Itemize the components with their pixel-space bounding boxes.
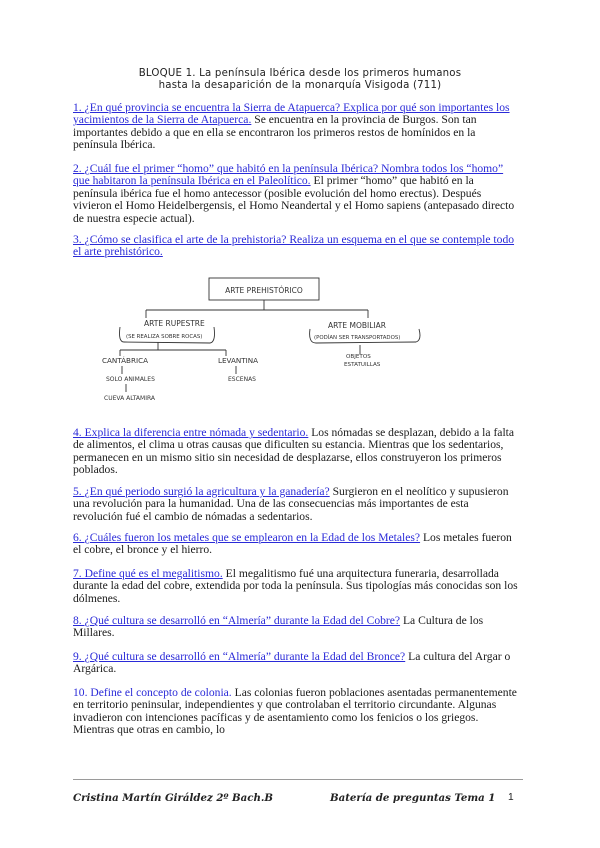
footer-divider (73, 779, 523, 780)
question-4 (73, 427, 520, 477)
answer-6-text: Los metales fueron el cobre, el bronce y el hierro. (73, 531, 512, 557)
footer-author: Cristina Martín Giráldez 2º Bach.B (73, 792, 274, 804)
page-header (70, 68, 530, 92)
answer-4-text: Los nómadas se desplazan, debido a la falta de alimentos, el clima u otras causas que dificulten su estancia. Mientras que los sedentarios, permanecen en un mismo sitio sin necesidad de desplazarse, ellos construyeron los primeros poblados. (73, 426, 515, 477)
question-9 (73, 651, 520, 676)
footer-title: Batería de preguntas Tema 1 (330, 792, 496, 804)
question-7 (73, 568, 520, 605)
diagram-rupestre-label: ARTE RUPESTRE (144, 319, 205, 328)
answer-2-text: El primer “homo” que habitó en la península ibérica fue el homo antecessor (posible evolución del homo erectus). Después vivieron el Homo Heidelbergensis, el Homo Neandertal y el Homo sapiens (antepasado directo de nuestra especie actual). (73, 174, 515, 225)
question-5-text: 5. ¿En qué periodo surgió la agricultura y la ganadería? (73, 485, 330, 498)
diagram-rupestre-note: (SE REALIZA SOBRE ROCAS) (126, 334, 203, 340)
question-1-text: 1. ¿En qué provincia se encuentra la Sierra de Atapuerca? Explica por qué son importantes los yacimientos de la Sierra de Atapuerca. (73, 101, 510, 127)
question-5 (73, 486, 520, 523)
diagram-cueva-label: CUEVA ALTAMIRA (104, 395, 156, 402)
question-4-text: 4. Explica la diferencia entre nómada y sedentario. (73, 426, 309, 439)
question-10-text: 10. Define el concepto de colonia. (73, 686, 232, 699)
prehistoric-art-diagram (96, 272, 436, 412)
diagram-cantabrica-label: CANTÁBRICA (102, 356, 149, 365)
header-line-1: BLOQUE 1. La península Ibérica desde los primeros humanos (138, 68, 462, 79)
diagram-levantina-label: LEVANTINA (218, 356, 259, 365)
question-2 (73, 163, 520, 225)
question-6-text: 6. ¿Cuáles fueron los metales que se emplearon en la Edad de los Metales? (73, 531, 421, 544)
question-1 (73, 102, 520, 152)
question-8-text: 8. ¿Qué cultura se desarrolló en “Almería” durante la Edad del Cobre? (73, 614, 401, 627)
diagram-mobiliar-label: ARTE MOBILIAR (328, 321, 386, 330)
diagram-mobiliar-note: (PODÍAN SER TRANSPORTADOS) (314, 335, 401, 341)
answer-7-text: El megalitismo fué una arquitectura funeraria, desarrollada durante la edad del cobre, extendida por toda la península. Sus tipologías más conocidas son los dólmenes. (73, 567, 518, 605)
answer-1-text: Se encuentra en la provincia de Burgos. Son tan importantes debido a que en ella se encontraron los primeros restos de homínidos en la península Ibérica. (73, 113, 477, 152)
diagram-objetos-label: OBJETOS (346, 354, 371, 360)
answer-8-text: La Cultura de los Millares. (73, 614, 484, 640)
diagram-estatuillas-label: ESTATUILLAS (344, 362, 381, 368)
question-9-text: 9. ¿Qué cultura se desarrolló en “Almería” durante la Edad del Bronce? (73, 650, 406, 663)
question-8 (73, 615, 520, 640)
diagram-escenas-label: ESCENAS (228, 376, 256, 383)
question-7-text: 7. Define qué es el megalitismo. (73, 567, 223, 580)
diagram-animales-label: SOLO ANIMALES (106, 376, 155, 383)
answer-5-text: Surgieron en el neolítico y supusieron una revolución para la humanidad. Una de las consecuencias más importantes de esta revolución fué el cambio de nómadas a sedentarios. (73, 485, 509, 523)
header-line-2: hasta la desaparición de la monarquía Visigoda (711) (158, 80, 442, 91)
question-6 (73, 532, 520, 557)
question-10 (73, 687, 520, 737)
question-3-text: 3. ¿Cómo se clasifica el arte de la prehistoria? Realiza un esquema en el que se contemple todo el arte prehistórico. (73, 233, 515, 259)
page-number: 1 (508, 792, 514, 803)
answer-9-text: La cultura del Argar o Argárica. (73, 650, 511, 676)
question-2-text: 2. ¿Cuál fue el primer “homo” que habitó en la península Ibérica? Nombra todos los “homo” que habitaron la península Ibérica en el Paleolítico. (73, 162, 504, 188)
answer-10-text: Las colonias fueron poblaciones asentadas permanentemente en territorio peninsular, independientes y que controlaban el territorio circundante. Algunas invadieron con intenciones pacíficas y de asentamiento como los fenicios o los griegos. Mientras que otras en cambio, lo (73, 686, 517, 737)
question-3 (73, 234, 520, 259)
diagram-root-label: ARTE PREHISTÓRICO (225, 286, 303, 295)
